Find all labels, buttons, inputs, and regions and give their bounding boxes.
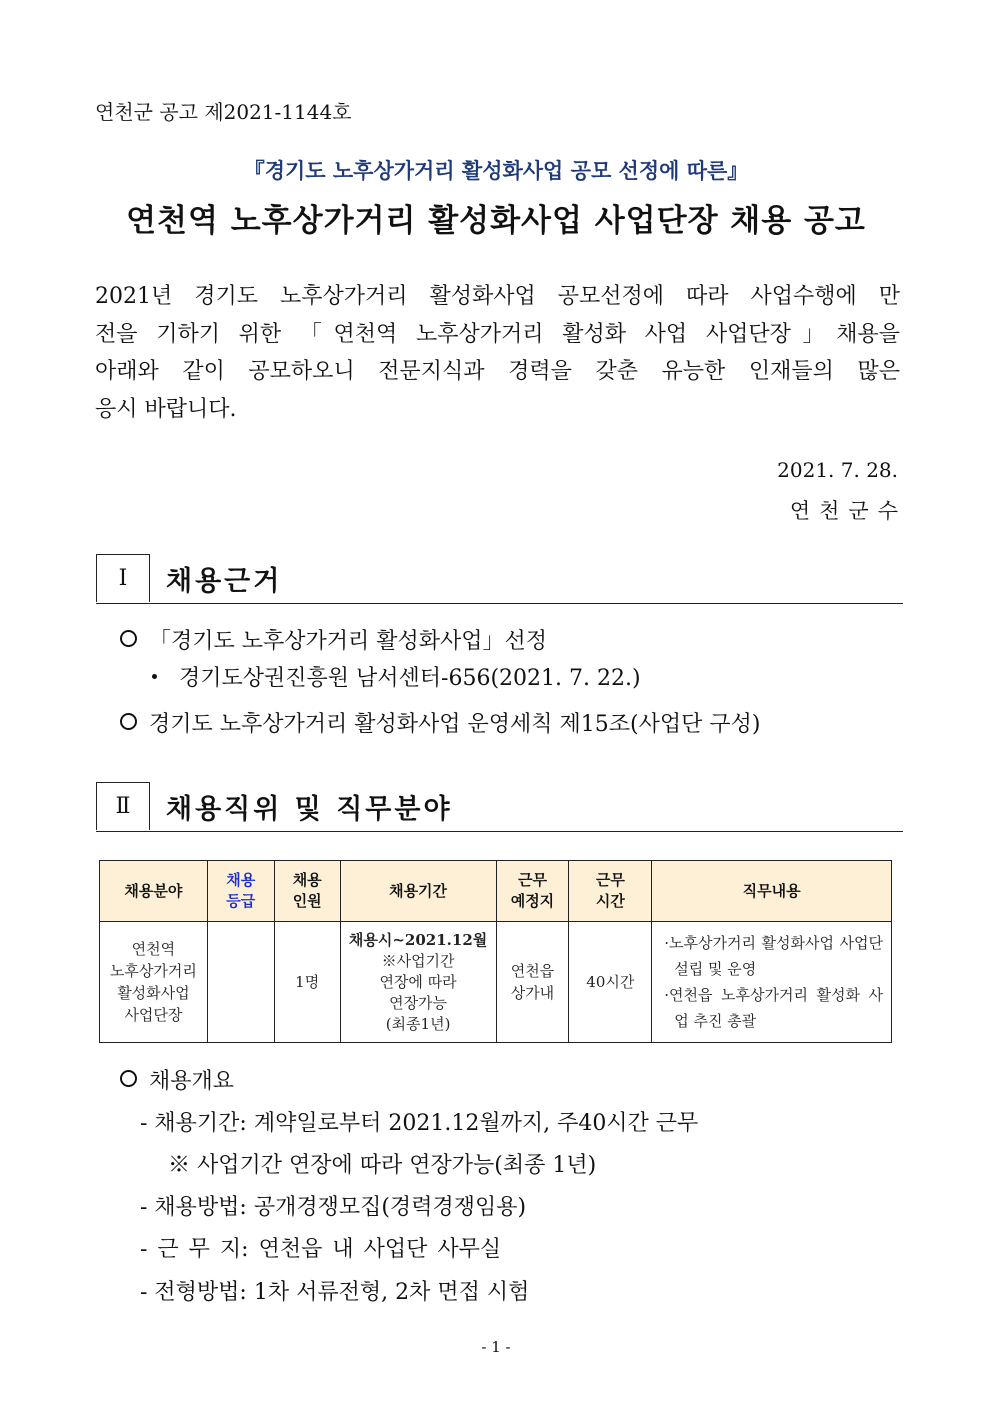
section-title: 채용직위 및 직무분야 [166,794,453,825]
intro-line: 아래와 같이 공모하오니 전문지식과 경력을 갖춘 유능한 인재들의 많은 [95,359,900,384]
document-title: 연천역 노후상가거리 활성화사업 사업단장 채용 공고 [126,203,866,239]
table-header-row [100,861,892,922]
intro-line: 전을 기하기 위한 「연천역 노후상가거리 활성화 사업 사업단장」채용을 [95,321,900,347]
dot-bullet-icon [152,674,157,679]
issuer: 연천군수 [789,499,907,523]
document-subtitle: 『경기도 노후상가거리 활성화사업 공모 선정에 따른』 [243,159,749,183]
issue-date: 2021. 7. 28. [777,458,898,482]
header-place: 근무 예정지 [496,861,569,922]
cell-grade [207,922,274,1043]
header-count: 채용 인원 [274,861,340,922]
overview-item: - 근 무 지: 연천읍 내 사업단 사무실 [140,1237,502,1262]
circle-bullet-icon [120,630,137,647]
header-field: 채용분야 [100,861,208,922]
intro-line: 2021년 경기도 노후상가거리 활성화사업 공모선정에 따라 사업수행에 만 [95,284,900,309]
overview-item: - 채용방법: 공개경쟁모집(경력경쟁임용) [140,1195,527,1220]
circle-bullet-icon [120,713,137,730]
overview-note: ※ 사업기간 연장에 따라 연장가능(최종 1년) [168,1153,597,1178]
cell-duties [652,922,892,1043]
cell-place: 연천읍 상가내 [496,922,569,1043]
basis-item: 「경기도 노후상가거리 활성화사업」선정 [120,624,547,655]
section-title: 채용근거 [166,566,283,597]
notice-number: 연천군 공고 제2021-1144호 [95,100,352,124]
page-number: - 1 - [481,1338,511,1356]
section-number: Ⅰ [96,554,150,602]
duty-item: ·노후상가거리 활성화사업 사업단 설립 및 운영 [664,934,883,978]
cell-field: 연천역 노후상가거리 활성화사업 사업단장 [100,922,208,1043]
section-number: Ⅱ [96,782,150,830]
header-period: 채용기간 [340,861,496,922]
circle-bullet-icon [120,1070,137,1087]
basis-item: 경기도 노후상가거리 활성화사업 운영세칙 제15조(사업단 구성) [120,707,760,738]
overview-item: - 채용기간: 계약일로부터 2021.12월까지, 주40시간 근무 [140,1111,699,1136]
intro-line: 응시 바랍니다. [95,396,237,422]
table-row [100,922,892,1043]
intro-paragraph [95,278,900,428]
header-grade: 채용 등급 [207,861,274,922]
position-table [99,860,892,1043]
header-duties: 직무내용 [652,861,892,922]
overview-item: - 전형방법: 1차 서류전형, 2차 면접 시험 [140,1280,530,1305]
cell-count: 1명 [274,922,340,1043]
basis-subitem: 경기도상권진흥원 남서센터-656(2021. 7. 22.) [152,661,641,692]
duty-item: ·연천읍 노후상가거리 활성화 사업 추진 총괄 [664,986,883,1030]
section-1-header [96,554,903,604]
overview-heading: 채용개요 [120,1064,234,1095]
cell-period: 채용시~2021.12월 ※사업기간 연장에 따라 연장가능 (최종1년) [340,922,496,1043]
cell-hours: 40시간 [569,922,652,1043]
section-2-header [96,782,903,832]
header-hours: 근무 시간 [569,861,652,922]
